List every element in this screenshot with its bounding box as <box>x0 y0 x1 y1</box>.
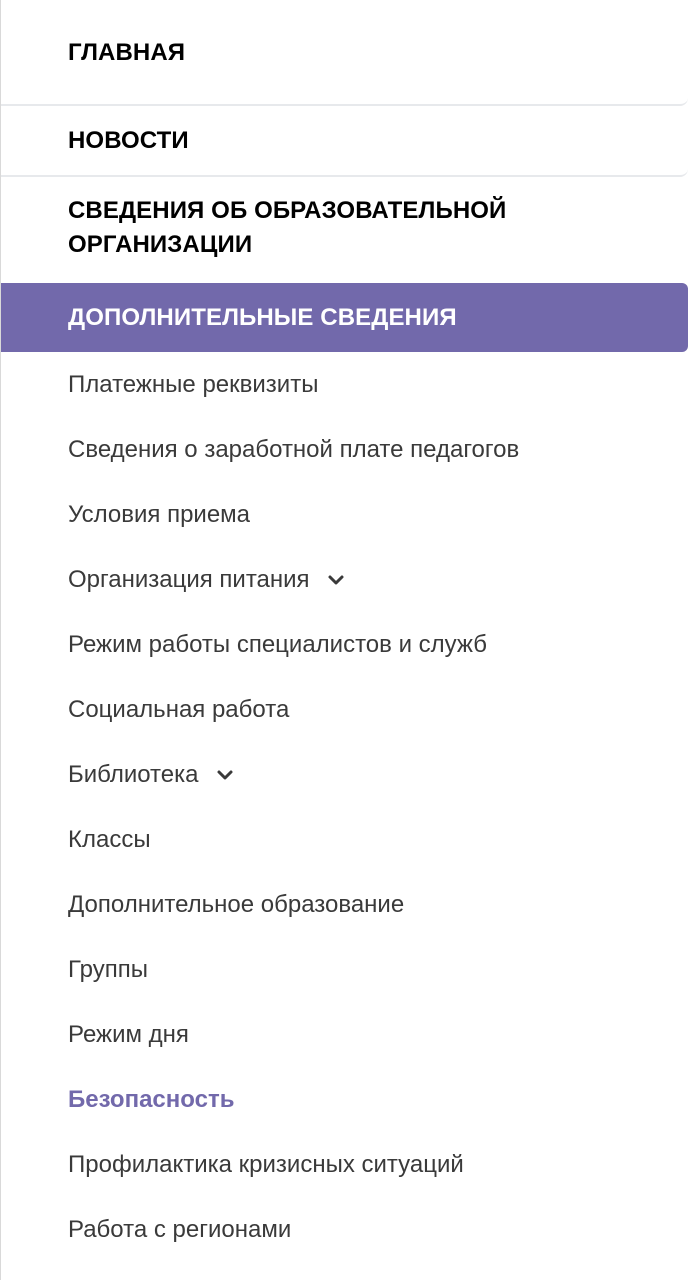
chevron-down-icon[interactable] <box>324 568 348 592</box>
submenu-item-library[interactable] <box>68 760 237 790</box>
submenu-item-label: Классы <box>68 826 151 853</box>
submenu-item-regions-work[interactable] <box>68 1215 291 1245</box>
menu-item-additional-info[interactable] <box>1 283 688 352</box>
submenu-item-label: Группы <box>68 956 148 983</box>
menu-item-org-info[interactable] <box>1 194 688 278</box>
submenu-item-extra-education[interactable] <box>68 890 404 920</box>
submenu-item-salary-info[interactable] <box>68 435 519 465</box>
menu-item-news[interactable] <box>1 106 688 177</box>
submenu-item-label: Социальная работа <box>68 696 290 723</box>
submenu-item-catering[interactable] <box>68 565 348 595</box>
submenu-item-label: Дополнительное образование <box>68 891 405 918</box>
submenu-item-social-work[interactable] <box>68 695 289 725</box>
submenu-item-classes[interactable] <box>68 825 151 855</box>
submenu-item-label: Работа с регионами <box>68 1216 292 1243</box>
submenu-item-label: Платежные реквизиты <box>68 371 319 398</box>
submenu-item-daily-routine[interactable] <box>68 1020 189 1050</box>
menu-item-label: НОВОСТИ <box>68 127 189 154</box>
submenu-item-groups[interactable] <box>68 955 148 985</box>
submenu-item-label: Условия приема <box>68 501 251 528</box>
chevron-down-icon[interactable] <box>213 763 237 787</box>
submenu-item-payment-details[interactable] <box>68 370 318 400</box>
menu-item-label: ГЛАВНАЯ <box>68 39 186 66</box>
submenu-item-label: Безопасность <box>68 1086 235 1113</box>
submenu-item-label: Режим работы специалистов и служб <box>68 631 487 658</box>
submenu-item-label: Режим дня <box>68 1021 189 1048</box>
submenu-item-label: Профилактика кризисных ситуаций <box>68 1151 464 1178</box>
submenu-item-specialists-schedule[interactable] <box>68 630 487 660</box>
submenu-item-admission[interactable] <box>68 500 250 530</box>
menu-item-label: ДОПОЛНИТЕЛЬНЫЕ СВЕДЕНИЯ <box>68 303 457 331</box>
menu-item-label: СВЕДЕНИЯ ОБ ОБРАЗОВАТЕЛЬНОЙ ОРГАНИЗАЦИИ <box>68 197 507 258</box>
submenu-item-crisis-prevention[interactable] <box>68 1150 464 1180</box>
submenu-item-label: Организация питания <box>68 566 310 593</box>
submenu-item-safety[interactable] <box>68 1085 234 1115</box>
submenu-item-label: Сведения о заработной плате педагогов <box>68 436 520 463</box>
submenu-item-label: Библиотека <box>68 761 199 788</box>
menu-item-home[interactable] <box>1 36 688 106</box>
